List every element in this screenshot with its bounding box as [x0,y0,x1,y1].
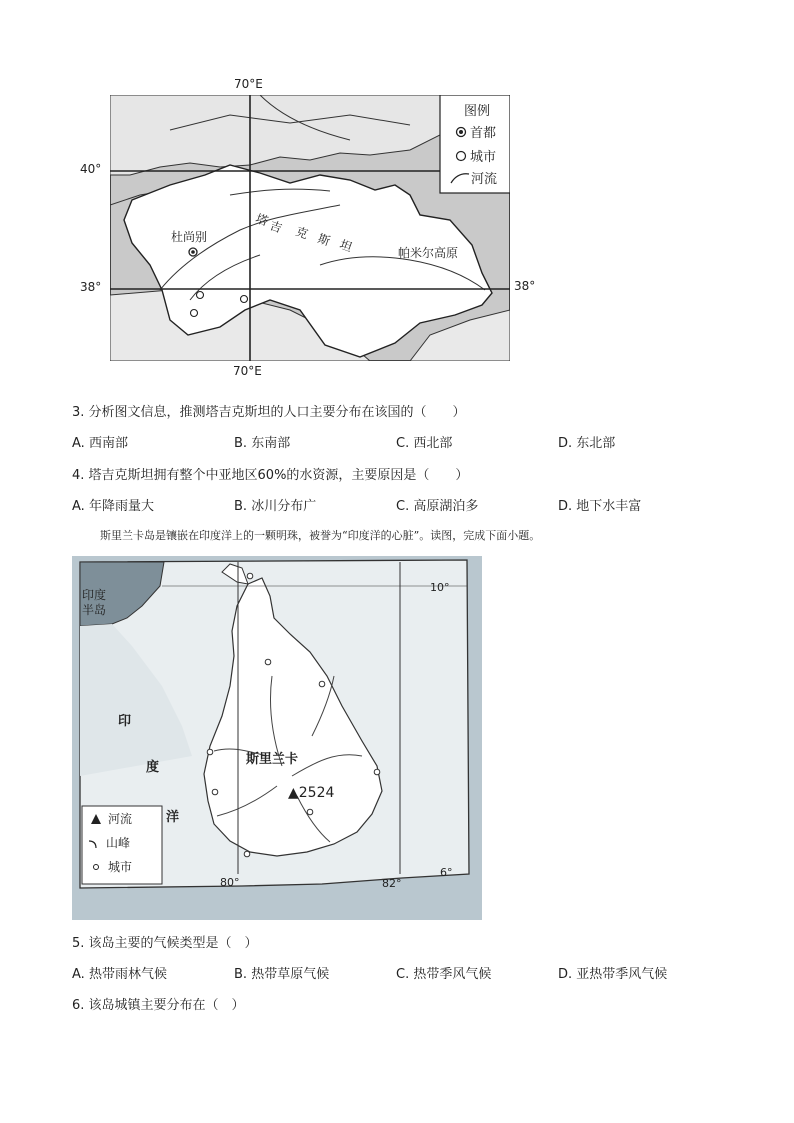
option-text: 东南部 [251,436,291,451]
map2-peak-label: ▲2524 [288,785,335,801]
map1-legend-item [450,168,497,187]
map2-legend-item [92,858,132,875]
option-letter: B. [234,499,248,514]
option-text: 东北部 [576,436,616,451]
legend-label: 河流 [471,172,498,187]
map2-city-marker [265,659,271,665]
map2-ocean-char: 印 [118,714,132,729]
map2-island-label: 斯里兰卡 [246,752,299,767]
option-letter: D. [558,967,573,982]
map1-bottom-longitude: 70°E [233,364,262,378]
option-letter: A. [72,499,85,514]
map2-city-marker [212,789,218,795]
map2-city-marker [307,809,313,815]
q4-stem: 4. 塔吉克斯坦拥有整个中亚地区60%的水资源，主要原因是（ ） [72,468,469,483]
option-text: 西北部 [413,436,453,451]
map1-city-marker [241,296,248,303]
river-icon [88,837,104,849]
map1-country-char: 斯 [315,231,332,249]
map2-city-marker [319,681,325,687]
map2-lat10-label: 10° [430,581,450,594]
map2-city-marker [374,769,380,775]
q5-option-c[interactable] [396,963,491,982]
map1-city-marker [197,292,204,299]
map2-legend-item [88,834,130,851]
city-icon [92,863,100,871]
map2-lat6-label: 6° [440,866,453,879]
map1-lat40-label: 40° [80,162,102,176]
map1-legend-item [455,146,496,165]
legend-label: 山峰 [106,836,131,850]
map1-country-char: 吉 [267,218,284,236]
map2-lon82-label: 82° [382,877,402,890]
legend-label: 首都 [470,126,497,141]
q5-option-b[interactable] [234,963,329,982]
river-icon [450,171,470,185]
map2-ocean-char: 洋 [166,810,180,825]
q4-option-d[interactable] [558,495,641,514]
map2-peninsula-label [82,588,106,618]
q4-option-b[interactable] [234,495,316,514]
map2-city-marker [244,851,250,857]
option-text: 年降雨量大 [88,499,154,514]
q3-stem: 3. 分析图文信息，推测塔吉克斯坦的人口主要分布在该国的（ ） [72,405,466,420]
option-text: 亚热带季风气候 [576,967,668,982]
legend-label: 城市 [470,150,497,165]
option-text: 热带季风气候 [413,967,492,982]
map1-legend-title: 图例 [464,104,491,119]
map1-country-char: 坦 [337,237,354,255]
option-text: 西南部 [88,436,128,451]
capital-icon [455,126,467,138]
option-letter: A. [72,967,85,982]
map1-top-longitude: 70°E [234,77,263,91]
option-text: 热带雨林气候 [88,967,167,982]
q4-option-a[interactable] [72,495,154,514]
q6-stem: 6. 该岛城镇主要分布在（ ） [72,998,245,1013]
peninsula-line: 半岛 [82,603,107,617]
option-letter: B. [234,967,248,982]
map1-country-char: 克 [293,224,310,242]
map1-lat38-right-label: 38° [514,279,536,293]
map1-capital-label: 杜尚别 [171,230,208,244]
peak-icon [90,813,102,825]
map1-city-marker [191,310,198,317]
option-letter: B. [234,436,248,451]
q5-option-d[interactable] [558,963,667,982]
option-text: 热带草原气候 [251,967,330,982]
option-letter: C. [396,436,410,451]
map1-legend-item [455,122,496,141]
q3-option-a[interactable] [72,432,128,451]
map2-city-marker [247,573,253,579]
map2-legend-item [90,810,132,827]
option-text: 冰川分布广 [251,499,317,514]
q3-option-c[interactable] [396,432,452,451]
map2-ocean-char: 度 [146,760,160,775]
map1-plateau-label: 帕米尔高原 [398,246,459,260]
q3-option-d[interactable] [558,432,615,451]
map2-city-marker [207,749,213,755]
q5-option-a[interactable] [72,963,167,982]
option-letter: C. [396,499,410,514]
option-letter: D. [558,436,573,451]
map2-lon80-label: 80° [220,876,240,889]
option-text: 高原湖泊多 [413,499,479,514]
option-text: 地下水丰富 [576,499,642,514]
q4-option-c[interactable] [396,495,478,514]
peninsula-line: 印度 [82,588,107,602]
option-letter: A. [72,436,85,451]
q3-option-b[interactable] [234,432,290,451]
map2-sri-lanka [72,556,482,920]
map1-country-char: 塔 [253,211,270,229]
option-letter: C. [396,967,410,982]
sri-lanka-intro: 斯里兰卡岛是镶嵌在印度洋上的一颗明珠，被誉为“印度洋的心脏”。读图，完成下面小题。 [100,529,541,542]
legend-label: 河流 [108,812,133,826]
legend-label: 城市 [108,860,133,874]
map1-lat38-left-label: 38° [80,280,102,294]
q5-stem: 5. 该岛主要的气候类型是（ ） [72,936,258,951]
option-letter: D. [558,499,573,514]
city-icon [455,150,467,162]
